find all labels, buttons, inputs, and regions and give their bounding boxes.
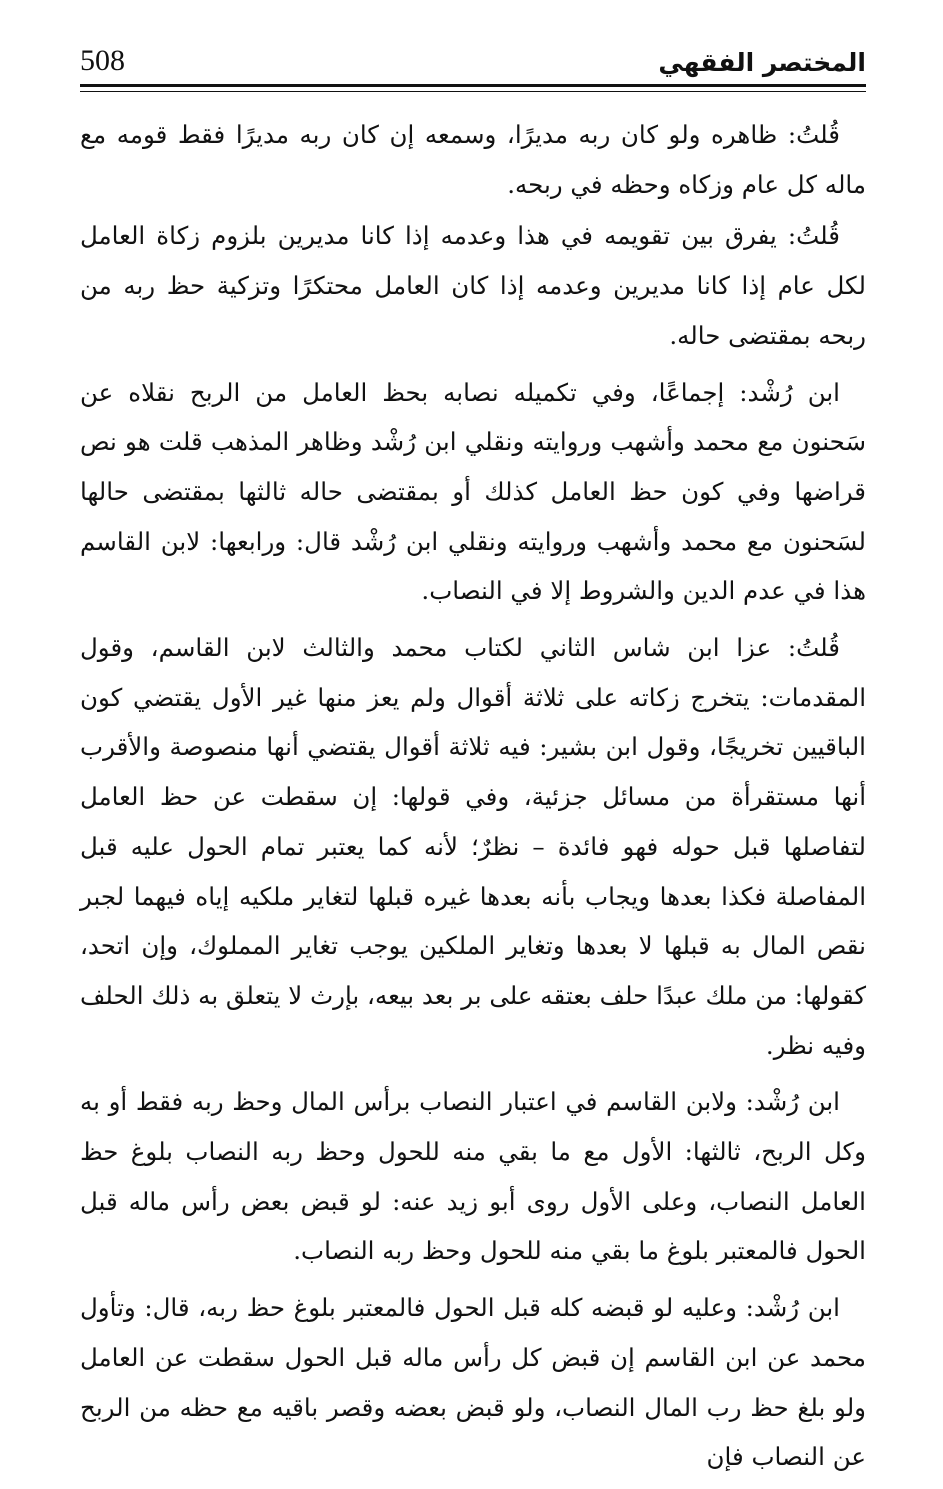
paragraph-3: ابن رُشْد: إجماعًا، وفي تكميله نصابه بحظ العامل من الربح نقلاه عن سَحنون مع محمد وأشهب وروايته ونقلي ابن رُشْد وظاهر المذهب قلت هو نص قراضها وفي كون حظ العامل كذلك أو بمقتضى حاله ثالثها بمقتضى حالها لسَحنون مع محمد وأشهب وروايته ونقلي ابن رُشْد قال: ورابعها: لابن القاسم هذا في عدم الدين والشروط إلا في النصاب.: [80, 377, 866, 606]
paragraph-5: ابن رُشْد: ولابن القاسم في اعتبار النصاب برأس المال وحظ ربه فقط أو به وكل الربح، ثالثها: الأول مع ما بقي منه للحول وحظ ربه النصاب بلوغ حظ العامل النصاب، وعلى الأول روى أبو زيد عنه: لو قبض بعض رأس ماله قبل الحول فالمعتبر بلوغ ما بقي منه للحول وحظ ربه النصاب.: [80, 1087, 866, 1266]
paragraph-4: قُلتُ: عزا ابن شاس الثاني لكتاب محمد والثالث لابن القاسم، وقول المقدمات: يتخرج زكاته على ثلاثة أقوال ولم يعز منها غير الأول يقتضي كون الباقيين تخريجًا، وقول ابن بشير: فيه ثلاثة أقوال يقتضي أنها منصوصة والأقرب أنها مستقرأة من مسائل جزئية، وفي قولها: إن سقطت عن حظ العامل لتفاصلها قبل حوله فهو فائدة – نظرٌ؛ لأنه كما يعتبر تمام الحول عليه قبل المفاصلة فكذا بعدها ويجاب بأنه بعدها غيره قبلها لتغاير ملكيه إياه فيهما لجبر نقص المال به قبلها لا بعدها وتغاير الملكين يوجب تغاير المملوك، وإن اتحد، كقولها: من ملك عبدًا حلف بعتقه على بر بعد بيعه، بإرث لا يتعلق به ذلك الحلف وفيه نظر.: [80, 633, 866, 1060]
header-rule-thick: [80, 84, 866, 87]
book-title: المختصر الفقهي: [658, 48, 866, 77]
paragraph-2: قُلتُ: يفرق بين تقويمه في هذا وعدمه إذا كانا مديرين بلزوم زكاة العامل لكل عام إذا كانا مديرين وعدمه إذا كان العامل محتكرًا وتزكية حظ ربه من ربحه بمقتضى حاله.: [80, 221, 866, 350]
page-header: [80, 44, 866, 90]
paragraph-1: قُلتُ: ظاهره ولو كان ربه مديرًا، وسمعه إن كان ربه مديرًا فقط قومه مع ماله كل عام وزكاه وحظه في ربحه.: [80, 120, 866, 199]
document-page: [80, 44, 866, 1472]
paragraph-6: ابن رُشْد: وعليه لو قبضه كله قبل الحول فالمعتبر بلوغ حظ ربه، قال: وتأول محمد عن ابن القاسم إن قبض كل رأس ماله قبل الحول سقطت عن العامل ولو بلغ حظ رب المال النصاب، ولو قبض بعضه وقصر باقيه مع حظه من الربح عن النصاب فإن: [80, 1293, 866, 1472]
header-rule-thin: [80, 91, 866, 92]
page-number: 508: [80, 44, 125, 77]
body-text: [80, 110, 866, 1489]
